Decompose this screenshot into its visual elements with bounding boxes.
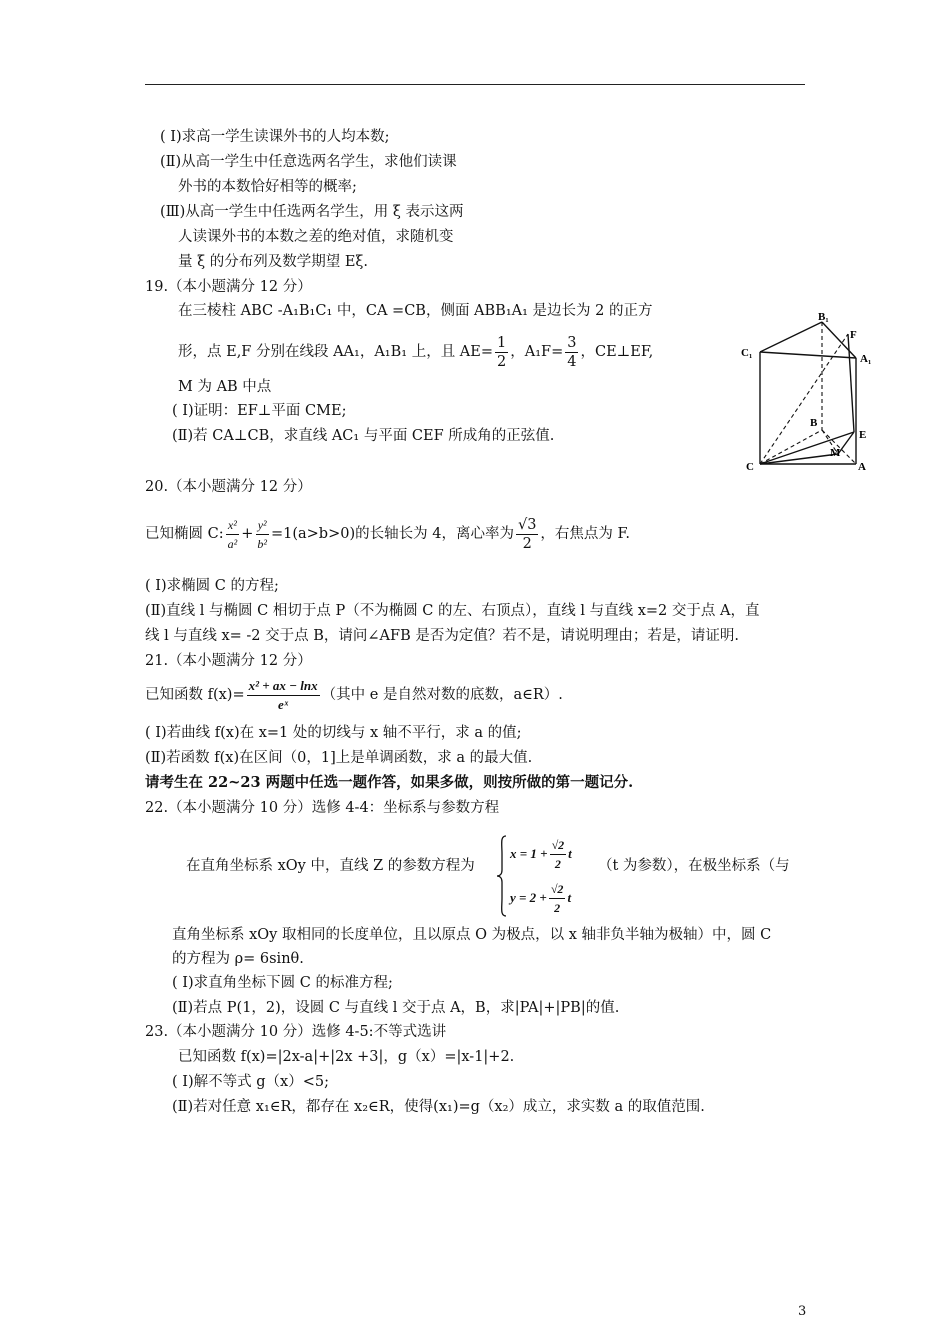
q20-frac-x2a2 (226, 516, 240, 553)
q20-part1: ( Ⅰ)求椭圆 C 的方程; (145, 578, 279, 594)
q19-line1: 在三棱柱 ABC -A₁B₁C₁ 中，CA =CB，侧面 ABB₁A₁ 是边长为 2 的正方 (178, 303, 653, 319)
q18-part3-line3: 量 ξ 的分布列及数学期望 Eξ. (178, 254, 368, 270)
q22-y-text: y = 2 + (510, 890, 547, 905)
q20-a2: a² (227, 536, 238, 551)
q22-y-equation (510, 880, 571, 916)
label-m: M (830, 447, 841, 459)
q20-plus: + (241, 526, 254, 542)
q21-heading: 21.（本小题满分 12 分） (145, 653, 312, 669)
q19-frac2-num: 3 (567, 334, 577, 351)
q22-x-t: t (568, 846, 572, 861)
q20-x2: x² (226, 516, 239, 535)
q22-line1-text-b: （t 为参数），在极坐标系（与 (598, 858, 790, 874)
label-b: B (810, 417, 818, 429)
q18-part1: ( Ⅰ)求高一学生读课外书的人均本数; (160, 129, 390, 145)
q22-x-frac (550, 836, 567, 873)
page-number: 3 (798, 1304, 807, 1319)
q20-e-den: 2 (522, 535, 532, 552)
q21-frac-num: x² + ax − lnx (247, 677, 320, 696)
q23-part1: ( Ⅰ)解不等式 g（x）<5; (172, 1074, 329, 1090)
header-rule (145, 84, 805, 85)
q19-frac1-den: 2 (497, 353, 507, 370)
label-e: E (859, 429, 867, 441)
q19-line3: M 为 AB 中点 (178, 379, 272, 395)
label-f: F (850, 329, 857, 341)
q18-part3-line2: 人读课外书的本数之差的绝对值，求随机变 (178, 229, 454, 245)
q22-y-num: √2 (549, 880, 566, 899)
q21-text-a: 已知函数 f(x)= (145, 687, 245, 703)
q22-brace (496, 834, 508, 918)
q21-fraction (247, 677, 320, 714)
q21-part1: ( Ⅰ)若曲线 f(x)在 x=1 处的切线与 x 轴不平行，求 a 的值; (145, 725, 522, 741)
q23-line1: 已知函数 f(x)=|2x-a|+|2x +3|，g（x）=|x-1|+2. (178, 1049, 515, 1065)
q19-frac2-den: 4 (567, 353, 577, 370)
q22-x-text: x = 1 + (510, 846, 548, 861)
q20-e-num: √3 (517, 516, 537, 533)
q19-fraction-a1f (565, 334, 578, 371)
q19-line2-text-c: ，CE⊥EF, (580, 344, 654, 360)
label-a1: A₁ (860, 353, 872, 365)
q20-b2: b² (257, 536, 267, 551)
q22-parametric-system (496, 832, 616, 920)
q19-part2: (Ⅱ)若 CA⊥CB，求直线 AC₁ 与平面 CEF 所成角的正弦值. (172, 428, 555, 444)
q22-part2: (Ⅱ)若点 P(1，2)，设圆 C 与直线 l 交于点 A，B，求|PA|+|PB|的值. (172, 1000, 620, 1016)
q23-part2: (Ⅱ)若对任意 x₁∈R，都存在 x₂∈R，使得(x₁)=g（x₂）成立，求实数 a 的取值范围. (172, 1099, 705, 1115)
q19-fraction-ae (495, 334, 508, 371)
q20-heading: 20.（本小题满分 12 分） (145, 479, 312, 495)
label-b1: B₁ (818, 311, 829, 323)
q20-text-a: 已知椭圆 C: (145, 526, 224, 542)
q22-heading: 22.（本小题满分 10 分）选修 4-4：坐标系与参数方程 (145, 800, 500, 816)
q20-part2-line1: (Ⅱ)直线 l 与椭圆 C 相切于点 P（不为椭圆 C 的左、右顶点），直线 l 与直线 x=2 交于点 A，直 (145, 603, 760, 619)
q22-y-t: t (567, 890, 572, 905)
q21-text-b: （其中 e 是自然对数的底数，a∈R）. (321, 687, 563, 703)
q22-y-frac (549, 880, 566, 917)
q22-y-den: 2 (554, 900, 561, 915)
q19-line2 (178, 330, 653, 374)
q19-part1: ( Ⅰ)证明：EF⊥平面 CME; (172, 403, 347, 419)
q22-x-den: 2 (554, 856, 561, 871)
q22-x-num: √2 (550, 836, 567, 855)
label-c1: C₁ (741, 347, 753, 359)
q21-part2: (Ⅱ)若函数 f(x)在区间（0，1]上是单调函数，求 a 的最大值. (145, 750, 533, 766)
label-a: A (858, 461, 866, 473)
q18-part3-line1: (Ⅲ)从高一学生中任选两名学生，用 ξ 表示这两 (160, 204, 464, 220)
q19-line2-text-b: ，A₁F= (510, 344, 564, 360)
q20-frac-y2b2 (255, 516, 269, 553)
q20-text-b: =1(a>b>0)的长轴长为 4，离心率为 (270, 526, 514, 542)
q20-line1 (145, 508, 630, 560)
q19-line2-text-a: 形，点 E,F 分别在线段 AA₁，A₁B₁ 上，且 AE= (178, 344, 494, 360)
q18-part2-line2: 外书的本数恰好相等的概率; (178, 179, 357, 195)
q21-line1 (145, 675, 563, 715)
q22-line1-text-a: 在直角坐标系 xOy 中，直线 Z 的参数方程为 (186, 858, 475, 874)
q22-x-equation (510, 836, 572, 872)
q20-text-c: ，右焦点为 F. (540, 526, 630, 542)
q20-y2: y² (256, 516, 269, 535)
q22-line2: 直角坐标系 xOy 取相同的长度单位，且以原点 O 为极点，以 x 轴非负半轴为极轴）中，圆 C (172, 927, 772, 943)
prism-figure (738, 306, 878, 476)
q22-part1: ( Ⅰ)求直角坐标下圆 C 的标准方程; (172, 975, 393, 991)
elective-note: 请考生在 22~23 两题中任选一题作答，如果多做，则按所做的第一题记分. (145, 774, 634, 791)
label-c: C (746, 461, 754, 473)
q21-frac-den: eˣ (278, 696, 289, 712)
q23-heading: 23.（本小题满分 10 分）选修 4-5:不等式选讲 (145, 1024, 447, 1040)
q19-frac1-num: 1 (497, 334, 507, 351)
q20-part2-line2: 线 l 与直线 x= -2 交于点 B，请问∠AFB 是否为定值？若不是，请说明理由；若是，请证明. (145, 628, 739, 644)
q18-part2-line1: (Ⅱ)从高一学生中任意选两名学生，求他们读课 (160, 154, 457, 170)
q20-frac-eccentricity (516, 516, 538, 553)
q22-line3: 的方程为 ρ= 6sinθ. (172, 951, 304, 967)
q19-heading: 19.（本小题满分 12 分） (145, 279, 312, 295)
